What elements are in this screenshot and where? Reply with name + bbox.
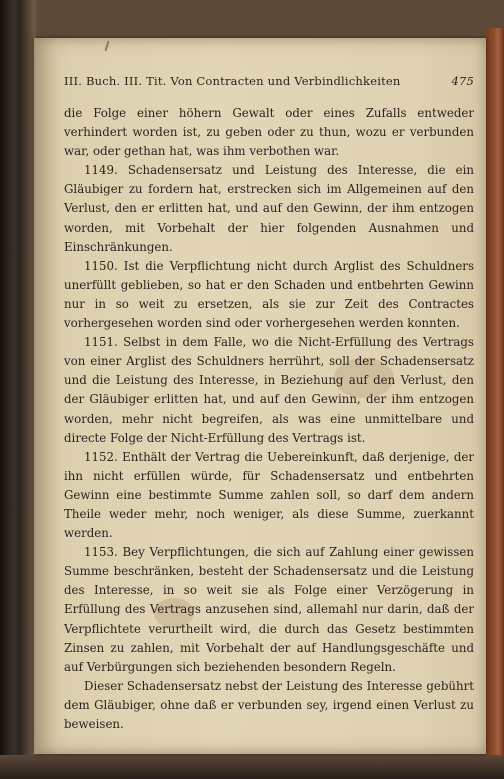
book-bottom — [0, 755, 504, 779]
paragraph-1153: 1153. Bey Verpflichtungen, die sich auf Zahlung einer gewissen Summe beschränken, besteht der Schadensersatz und die Leistung des Interesse, in so weit sie als Folge einer Verzögerung in Erfüllung des Vertrags anzusehen sind, allemahl nur darin, daß der Verpflichtete verurtheilt wird, die durch das Gesetz bestimmten Zinsen zu zahlen, mit Vorbehalt der auf Handlungsgeschäfte und auf Verbürgungen sich beziehenden besondern Regeln. — [64, 545, 474, 674]
book-edge — [486, 28, 504, 768]
pencil-mark — [105, 41, 110, 51]
running-head-text: III. Buch. III. Tit. Von Contracten und Verbindlichkeiten — [64, 74, 401, 88]
page-body — [64, 104, 474, 734]
paragraph-1151: 1151. Selbst in dem Falle, wo die Nicht-Erfüllung des Vertrags von einer Arglist des Schuldners herrührt, soll der Schadensersatz und die Leistung des Interesse, in Beziehung auf den Verlust, den der Gläubiger erlitten hat, und auf den Gewinn, der ihm entzogen worden, mehr nicht begreifen, als was eine unmittelbare und directe Folge der Nicht-Erfüllung des Vertrags ist. — [64, 335, 474, 445]
paragraph-1150: 1150. Ist die Verpflichtung nicht durch Arglist des Schuldners unerfüllt geblieben, so hat er den Schaden und entbehrten Gewinn nur in so weit zu ersetzen, als sie zur Zeit des Contractes vorhergesehen worden sind oder vorhergesehen werden konnten. — [64, 258, 474, 331]
paragraph-1152: 1152. Enthält der Vertrag die Uebereinkunft, daß derjenige, der ihn nicht erfüllen würde, für Schadensersatz und entbehrten Gewinn eine bestimmte Summe zahlen soll, so darf dem andern Theile weder mehr, noch weniger, als diese Summe, zuerkannt werden. — [64, 449, 474, 541]
page-number: 475 — [451, 74, 474, 88]
paragraph-1153-cont: Dieser Schadensersatz nebst der Leistung des Interesse gebührt dem Gläubiger, ohne daß er verbunden sey, irgend einen Verlust zu beweisen. — [64, 678, 474, 731]
running-header — [64, 74, 474, 88]
paragraph-1149: 1149. Schadensersatz und Leistung des Interesse, die ein Gläubiger zu fordern hat, erstrecken sich im Allgemeinen auf den Verlust, den er erlitten hat, und auf den Gewinn, der ihm entzogen worden, mit Vorbehalt der hier folgenden Ausnahmen und Einschränkungen. — [64, 163, 474, 254]
paragraph-continuation: die Folge einer höhern Gewalt oder eines Zufalls entweder verhindert worden ist, zu geben oder zu thun, wozu er verbunden war, oder gethan hat, was ihm verbothen war. — [64, 106, 474, 159]
book-page — [34, 38, 486, 754]
